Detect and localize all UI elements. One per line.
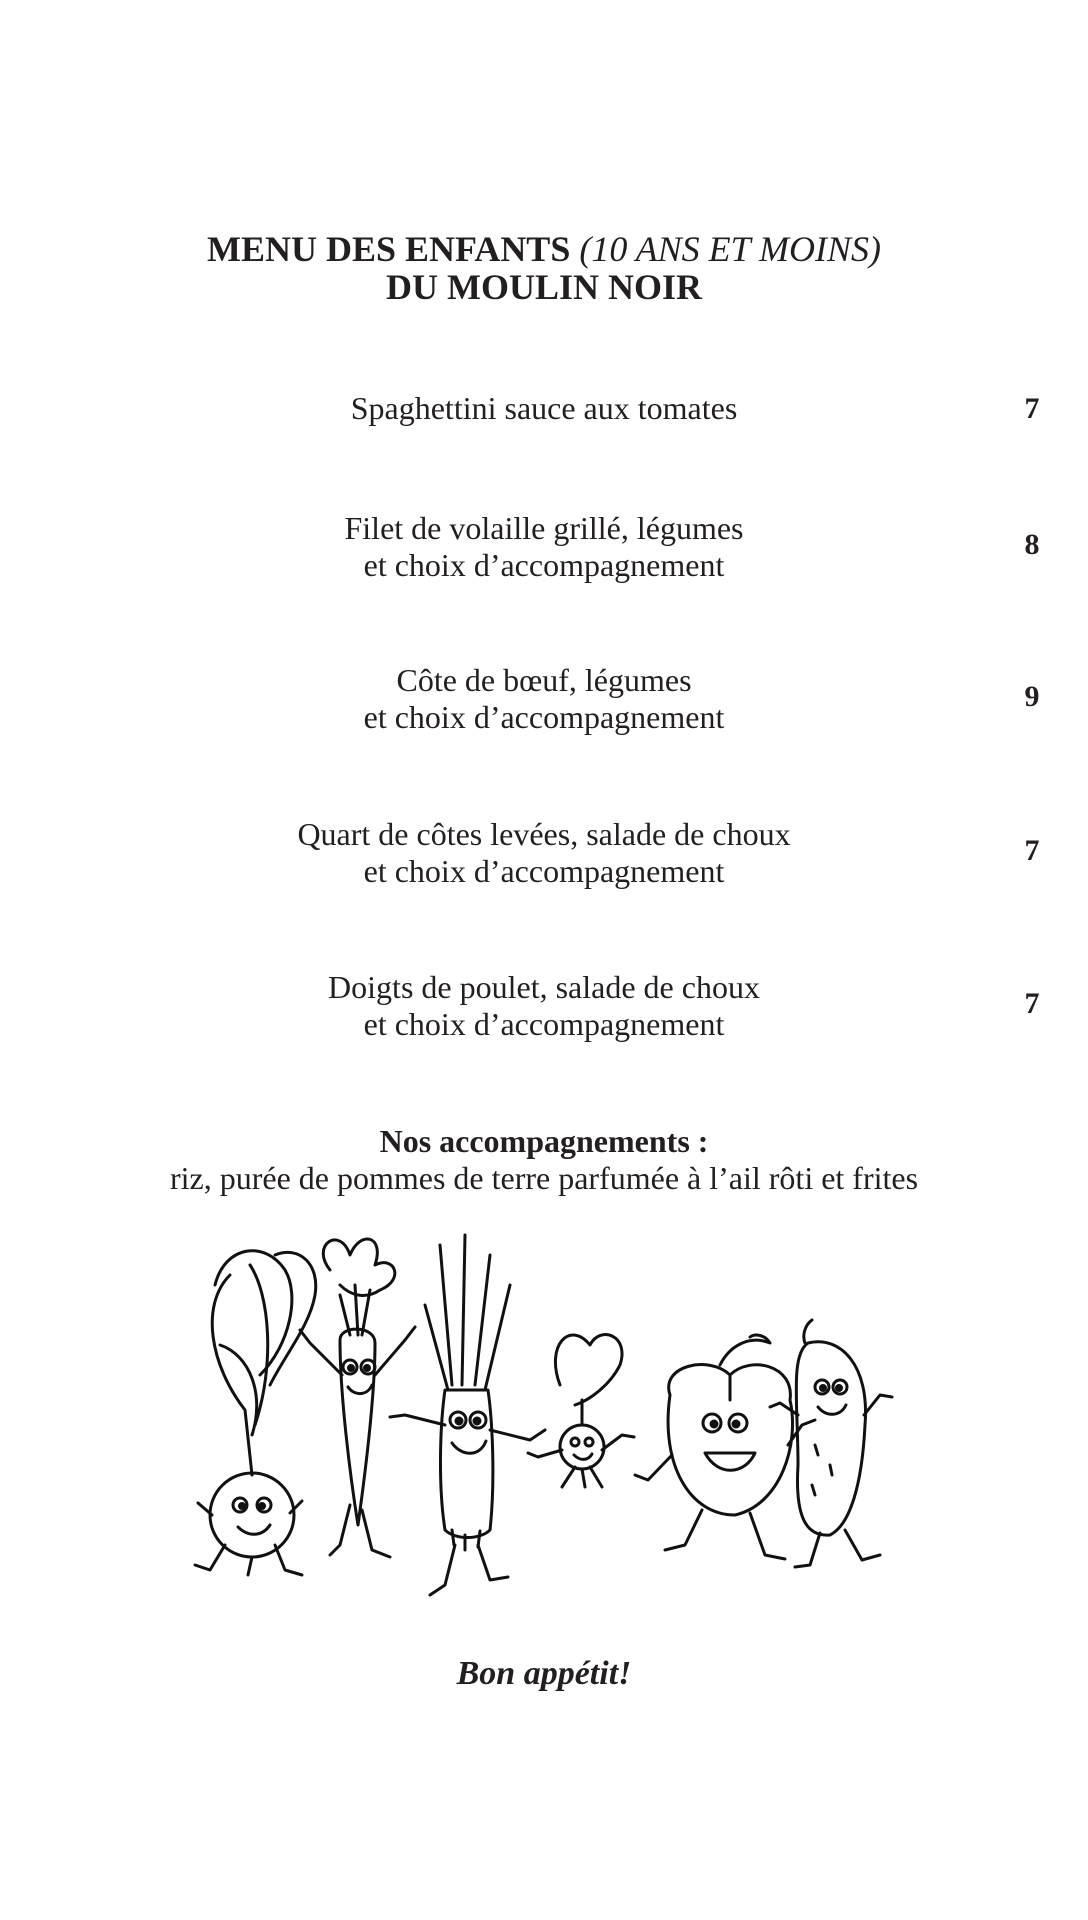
closing-message: Bon appétit! — [456, 1655, 632, 1692]
menu-item-name: Quart de côtes levées, salade de choux — [297, 816, 791, 852]
menu-item-name: Doigts de poulet, salade de choux — [328, 969, 760, 1005]
sides-list: riz, purée de pommes de terre parfumée à l’ail rôti et frites — [169, 1160, 919, 1196]
beet-icon — [195, 1251, 316, 1575]
sides-heading: Nos accompagnements : — [379, 1123, 709, 1159]
menu-item-name: Filet de volaille grillé, légumes — [344, 510, 744, 546]
leek-icon — [390, 1235, 545, 1595]
sides-section — [0, 1123, 1088, 1197]
dancing-vegetables-illustration — [190, 1225, 910, 1625]
menu-item-detail: et choix d’accompagnement — [363, 1006, 725, 1042]
menu-item-price: 8 — [1024, 528, 1040, 561]
title-main: MENU DES ENFANTS — [206, 229, 571, 269]
menu-title — [0, 230, 1088, 306]
menu-item-detail: et choix d’accompagnement — [363, 699, 725, 735]
menu-item-detail: et choix d’accompagnement — [363, 853, 725, 889]
menu-item-price: 9 — [1024, 680, 1040, 713]
menu-item-price: 7 — [1024, 392, 1040, 425]
menu-item-price: 7 — [1024, 834, 1040, 867]
bell-pepper-icon — [635, 1335, 815, 1559]
title-age-note: (10 ANS ET MOINS) — [579, 229, 882, 269]
menu-item-price: 7 — [1024, 987, 1040, 1020]
menu-item-detail: et choix d’accompagnement — [363, 547, 725, 583]
menu-item-name: Spaghettini sauce aux tomates — [350, 390, 738, 426]
menu-item-name: Côte de bœuf, légumes — [396, 662, 692, 698]
restaurant-name: DU MOULIN NOIR — [385, 267, 702, 307]
radish-icon — [528, 1335, 634, 1487]
